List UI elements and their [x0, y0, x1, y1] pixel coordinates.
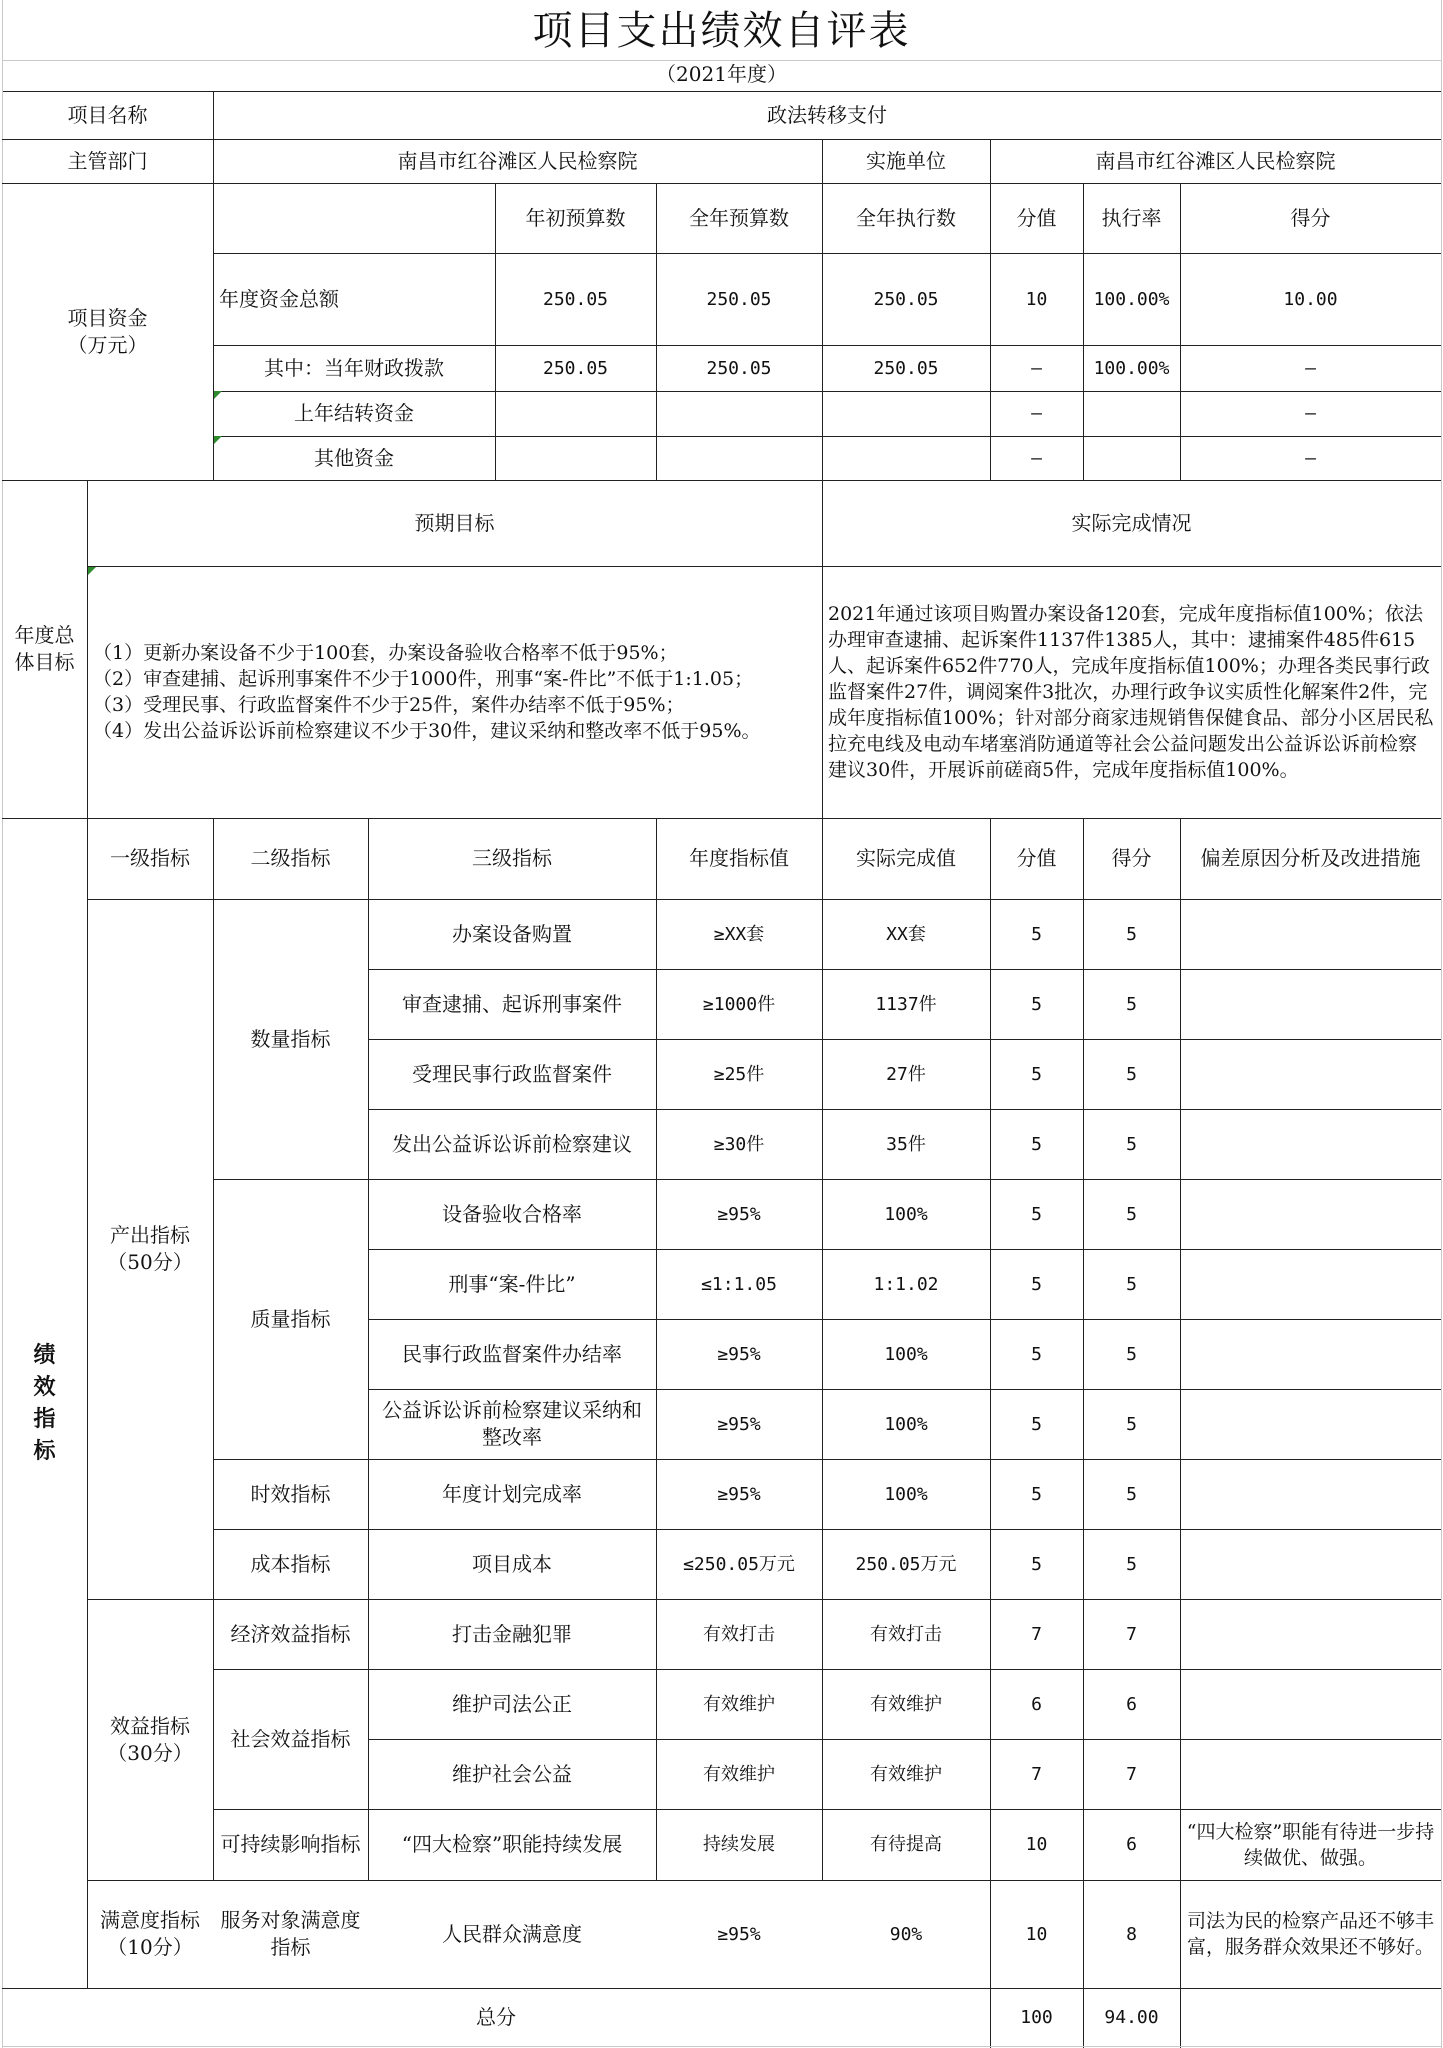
indicator-score-value-7: 5 [1031, 1413, 1042, 1435]
funds-cell: — [1305, 403, 1316, 424]
funds-row-label-3: 其他资金 [314, 445, 394, 470]
funds-header-1: 全年预算数 [689, 205, 789, 230]
funds-cell [822, 391, 990, 436]
indicator-actual-0: XX套 [886, 923, 926, 945]
indicator-target-11: 有效维护 [703, 1693, 775, 1715]
indicator-target-12: 有效维护 [703, 1763, 775, 1785]
indicator-name-5: 刑事“案-件比” [448, 1271, 576, 1296]
indicator-name-14: 人民群众满意度 [442, 1921, 582, 1946]
indicator-name-13: “四大检察”职能持续发展 [401, 1832, 623, 1856]
indicator-target-9: ≤250.05万元 [683, 1553, 795, 1575]
goal-label: 年度总 体目标 [14, 623, 75, 674]
indicator-score-value-2: 5 [1031, 1063, 1042, 1085]
impl-unit-label: 实施单位 [866, 148, 946, 173]
indicator-note-9 [1180, 1529, 1441, 1599]
indicator-score-value-14: 10 [1025, 1923, 1048, 1945]
indicator-name-9: 项目成本 [472, 1551, 552, 1576]
indicator-target-8: ≥95% [717, 1483, 761, 1505]
indicator-header-2: 三级指标 [472, 846, 552, 870]
indicator-actual-12: 有效维护 [870, 1763, 942, 1785]
funds-cell: 250.05 [542, 288, 609, 310]
indicator-header-5: 分值 [1016, 846, 1057, 870]
indicator-actual-10: 有效打击 [870, 1623, 942, 1645]
level2-indicator-1: 质量指标 [250, 1306, 331, 1331]
funds-cell: 250.05 [873, 357, 939, 379]
indicator-score-value-4: 5 [1031, 1203, 1042, 1225]
funds-cell [1083, 436, 1180, 480]
indicator-actual-9: 250.05万元 [855, 1553, 957, 1575]
actual-result-header: 实际完成情况 [1071, 510, 1192, 535]
funds-cell: 250.05 [706, 357, 772, 379]
funds-cell: 250.05 [873, 288, 939, 310]
indicator-score-value-13: 10 [1025, 1834, 1048, 1855]
funds-header-4: 执行率 [1101, 205, 1162, 230]
comment-marker-icon [214, 391, 222, 399]
funds-header-5: 得分 [1290, 205, 1331, 230]
indicator-score-2: 5 [1126, 1063, 1137, 1085]
indicator-note-12 [1180, 1739, 1441, 1809]
indicator-header-3: 年度指标值 [689, 846, 789, 870]
funds-cell [1083, 391, 1180, 436]
level2-indicator-4: 经济效益指标 [230, 1621, 351, 1646]
funds-cell: — [1031, 357, 1042, 379]
indicator-actual-13: 有待提高 [870, 1834, 942, 1855]
funds-cell: 10.00 [1283, 288, 1338, 310]
indicator-score-value-5: 5 [1031, 1273, 1042, 1295]
expected-goal-header: 预期目标 [414, 510, 495, 535]
indicator-name-2: 受理民事行政监督案件 [412, 1061, 612, 1086]
indicator-name-11: 维护司法公正 [452, 1691, 572, 1716]
indicator-header-7: 偏差原因分析及改进措施 [1200, 846, 1421, 870]
indicator-note-7 [1180, 1389, 1441, 1459]
dept-value: 南昌市红谷滩区人民检察院 [397, 148, 638, 173]
indicator-actual-11: 有效维护 [870, 1693, 942, 1715]
indicator-target-7: ≥95% [717, 1413, 761, 1435]
level1-benefit: 效益指标 （30分） [107, 1713, 193, 1765]
indicator-actual-6: 100% [884, 1343, 928, 1365]
indicator-note-6 [1180, 1319, 1441, 1389]
indicator-score-0: 5 [1126, 923, 1137, 945]
indicator-target-5: ≤1:1.05 [701, 1273, 777, 1295]
indicator-note-3 [1180, 1109, 1441, 1179]
total-score-value: 100 [1020, 2006, 1053, 2028]
indicator-target-10: 有效打击 [703, 1623, 775, 1645]
funds-header-0: 年初预算数 [525, 205, 626, 230]
grid-line [2, 60, 1441, 61]
dept-label: 主管部门 [67, 148, 148, 173]
indicator-actual-2: 27件 [886, 1063, 926, 1085]
funds-cell: 100.00% [1093, 288, 1170, 310]
comment-marker-icon [214, 436, 222, 444]
indicator-name-12: 维护社会公益 [452, 1761, 572, 1786]
indicator-score-value-12: 7 [1031, 1763, 1042, 1785]
indicator-actual-4: 100% [884, 1203, 928, 1225]
indicator-note-10 [1180, 1599, 1441, 1669]
funds-cell: 250.05 [542, 357, 609, 379]
funds-cell [495, 391, 656, 436]
indicator-score-14: 8 [1126, 1923, 1137, 1945]
indicator-score-9: 5 [1126, 1553, 1137, 1575]
funds-cell [656, 391, 822, 436]
indicator-score-10: 7 [1126, 1623, 1137, 1645]
indicator-score-value-3: 5 [1031, 1133, 1042, 1155]
funds-row-label-1: 其中：当年财政拨款 [264, 355, 444, 380]
level2-indicator-6: 可持续影响指标 [220, 1832, 361, 1856]
project-name-label: 项目名称 [67, 102, 148, 127]
indicator-score-value-9: 5 [1031, 1553, 1042, 1575]
indicator-name-0: 办案设备购置 [452, 921, 572, 946]
funds-header-3: 分值 [1016, 205, 1057, 230]
funds-label: 项目资金 （万元） [67, 305, 148, 357]
indicator-target-13: 持续发展 [703, 1834, 775, 1855]
funds-cell: 10 [1025, 288, 1048, 310]
grid-line [2, 2046, 1441, 2047]
indicator-header-6: 得分 [1111, 846, 1152, 870]
funds-cell: — [1031, 403, 1042, 424]
indicator-score-value-6: 5 [1031, 1343, 1042, 1365]
funds-header-2: 全年执行数 [856, 205, 956, 230]
indicator-score-7: 5 [1126, 1413, 1137, 1435]
indicator-header-1: 二级指标 [250, 846, 331, 870]
level2-indicator-3: 成本指标 [250, 1551, 331, 1576]
indicator-actual-14: 90% [889, 1923, 923, 1945]
indicator-score-value-8: 5 [1031, 1483, 1042, 1505]
funds-row-label-2: 上年结转资金 [294, 401, 414, 425]
indicator-note-13: “四大检察”职能有待进一步持续做优、做强。 [1186, 1820, 1435, 1869]
indicator-target-3: ≥30件 [713, 1133, 765, 1155]
impl-unit-value: 南昌市红谷滩区人民检察院 [1095, 148, 1336, 173]
project-name-value: 政法转移支付 [767, 102, 887, 127]
expected-goal-text: （1）更新办案设备不少于100套，办案设备验收合格率不低于95%； （2）审查建捕、起诉刑事案件不少于1000件，刑事“案-件比”不低于1:1.05； （3）受理民事、行政监督案件不少于25件，案件办结率不低于95%； （4）发出公益诉讼诉前检察建议不少于30件，建议采纳和整改率不低于95%。 [93, 642, 761, 742]
indicator-note-2 [1180, 1039, 1441, 1109]
funds-cell: 100.00% [1093, 357, 1170, 379]
indicator-actual-1: 1137件 [875, 993, 937, 1015]
indicator-score-5: 5 [1126, 1273, 1137, 1295]
indicator-target-2: ≥25件 [713, 1063, 765, 1085]
indicator-score-13: 6 [1126, 1834, 1137, 1855]
funds-row-label-0: 年度资金总额 [219, 286, 339, 311]
indicator-name-3: 发出公益诉讼诉前检察建议 [392, 1131, 632, 1156]
funds-cell: — [1305, 357, 1316, 379]
indicator-target-14: ≥95% [717, 1923, 761, 1945]
indicator-score-value-1: 5 [1031, 993, 1042, 1015]
indicator-score-3: 5 [1126, 1133, 1137, 1155]
indicator-actual-7: 100% [884, 1413, 928, 1435]
indicator-header-4: 实际完成值 [856, 846, 956, 870]
grid-line [1441, 0, 1442, 2048]
funds-cell: — [1305, 447, 1316, 469]
indicator-score-1: 5 [1126, 993, 1137, 1015]
indicator-name-7: 公益诉讼诉前检察建议采纳和整改率 [382, 1398, 642, 1449]
indicator-note-11 [1180, 1669, 1441, 1739]
indicator-score-value-10: 7 [1031, 1623, 1042, 1645]
page-title: 项目支出绩效自评表 [532, 8, 911, 54]
indicator-note-4 [1180, 1179, 1441, 1249]
level1-output: 产出指标 （50分） [107, 1223, 193, 1274]
level2-indicator-0: 数量指标 [250, 1026, 331, 1051]
level2-indicator-2: 时效指标 [250, 1481, 331, 1506]
comment-marker-icon [88, 567, 96, 575]
indicator-name-8: 年度计划完成率 [442, 1481, 582, 1506]
indicator-name-4: 设备验收合格率 [442, 1201, 582, 1226]
indicator-target-1: ≥1000件 [702, 993, 776, 1015]
indicator-actual-3: 35件 [886, 1133, 926, 1155]
indicator-name-10: 打击金融犯罪 [452, 1621, 572, 1646]
indicator-score-value-0: 5 [1031, 923, 1042, 945]
indicator-score-4: 5 [1126, 1203, 1137, 1225]
indicator-note-0 [1180, 899, 1441, 969]
indicator-score-value-11: 6 [1031, 1693, 1042, 1715]
indicator-note-1 [1180, 969, 1441, 1039]
funds-cell: 250.05 [706, 288, 772, 310]
actual-result-text: 2021年通过该项目购置办案设备120套，完成年度指标值100%；依法办理审查逮捕、起诉案件1137件1385人，其中：逮捕案件485件615人、起诉案件652件770人，完成年度指标值100%；办理各类民事行政监督案件27件，调阅案件3批次，办理行政争议实质性化解案件2件，完成年度指标值100%；针对部分商家违规销售保健食品、部分小区居民私拉充电线及电动车堵塞消防通道等社会公益问题发出公益诉讼诉前检察建议30件，开展诉前磋商5件，完成年度指标值100%。 [828, 603, 1434, 781]
indicator-score-8: 5 [1126, 1483, 1137, 1505]
page-subtitle: （2021年度） [656, 62, 787, 86]
level2-indicator-5: 社会效益指标 [230, 1726, 351, 1751]
funds-cell [822, 436, 990, 480]
funds-cell: — [1031, 447, 1042, 469]
funds-cell [495, 436, 656, 480]
indicator-name-6: 民事行政监督案件办结率 [402, 1341, 622, 1366]
indicator-note-8 [1180, 1459, 1441, 1529]
total-score: 94.00 [1104, 2006, 1159, 2028]
indicator-note-14: 司法为民的检察产品还不够丰富，服务群众效果还不够好。 [1186, 1910, 1434, 1958]
indicator-score-11: 6 [1126, 1693, 1137, 1715]
level1-satisfaction: 满意度指标 （10分） [100, 1908, 200, 1959]
level2-indicator-7: 服务对象满意度指标 [220, 1908, 361, 1959]
indicator-target-4: ≥95% [717, 1203, 761, 1225]
indicator-actual-8: 100% [884, 1483, 928, 1505]
indicator-name-1: 审查逮捕、起诉刑事案件 [402, 991, 622, 1016]
performance-indicator-label: 绩 效 指 标 [33, 1342, 56, 1464]
indicator-target-6: ≥95% [717, 1343, 761, 1365]
indicator-actual-5: 1:1.02 [873, 1273, 939, 1295]
funds-cell [656, 436, 822, 480]
indicator-header-0: 一级指标 [110, 846, 190, 870]
indicator-score-6: 5 [1126, 1343, 1137, 1365]
indicator-score-12: 7 [1126, 1763, 1137, 1785]
total-label: 总分 [476, 2004, 516, 2029]
indicator-target-0: ≥XX套 [713, 923, 765, 945]
indicator-note-5 [1180, 1249, 1441, 1319]
